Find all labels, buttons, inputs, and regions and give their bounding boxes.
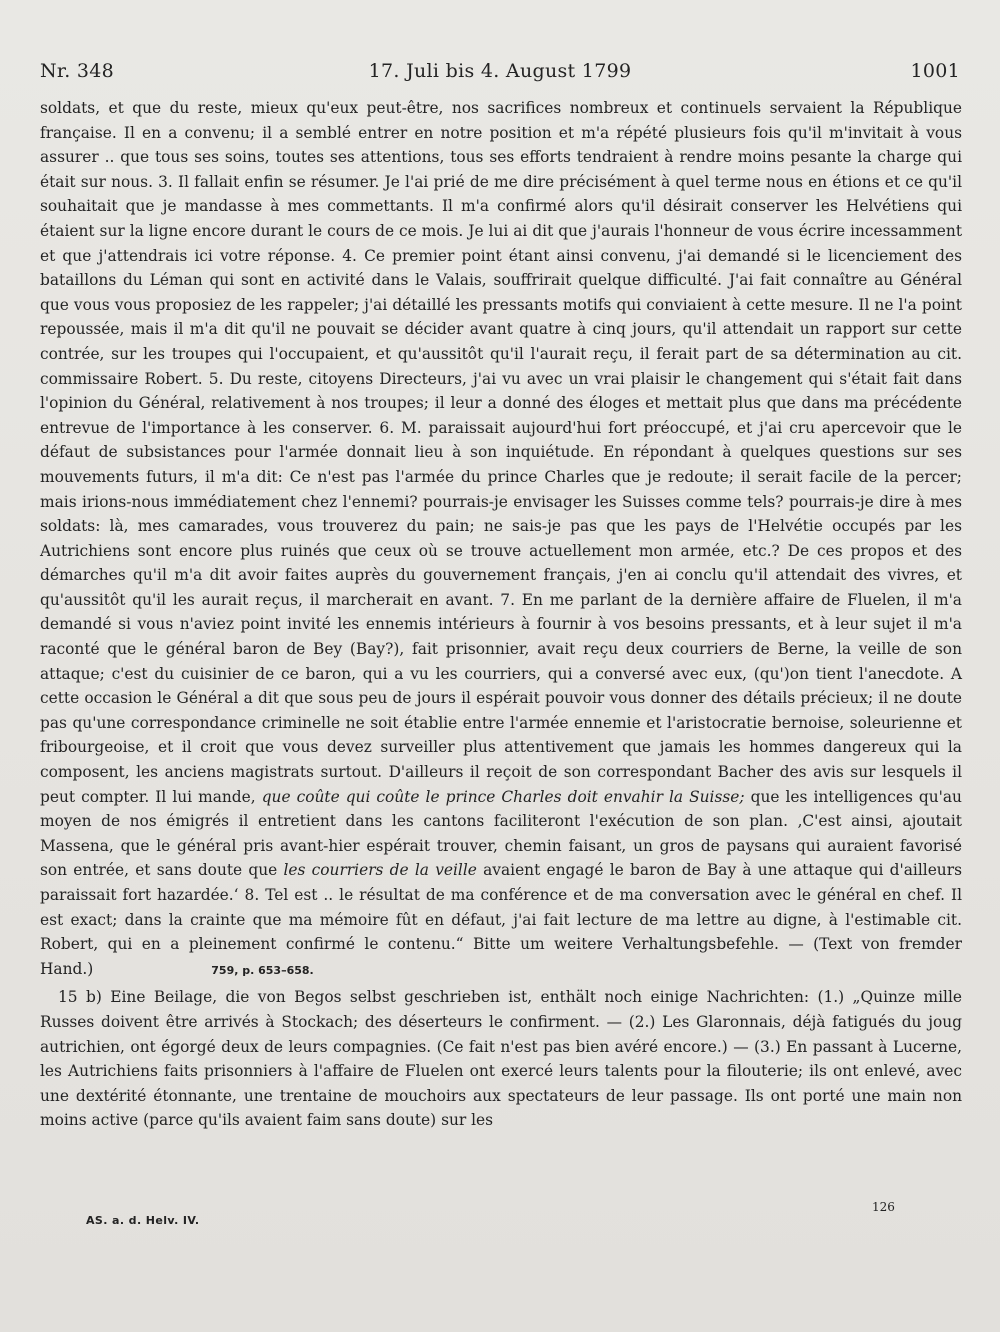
text-segment: avaient engagé le baron de Bay à une attaque qui d'ailleurs paraissait fort hazardée.‘ 8. Tel est .. le résultat de ma conférence et de ma conversation avec le général en chef. Il est exact; dans la crainte que ma mémoire fût en défaut, j'ai fait lecture de ma lettre au digne, à l'estimable cit. Robert, qui en a pleinement confirmé le contenu.“ Bitte um weitere Verhaltungsbefehle. — (Text von fremder Hand.) [40,861,962,978]
text-segment: que les intelligences qu'au moyen de nos émigrés il entretient dans les cantons faciliteront l'exécution de son plan. ‚C'est ainsi, ajoutait Massena, que le général pris avant-hier espérait trouver, chemin faisant, un gros de paysans qui auraient favorisé son entrée, et sans doute que [40,787,962,880]
text-segment: soldats, et que du reste, mieux qu'eux peut-être, nos sacrifices nombreux et continuels servaient la République française. Il en a convenu; il a semblé entrer en notre position et m'a répété plusieurs fois qu'il m'invitait à vous assurer .. que tous ses soins, toutes ses attentions, tous ses efforts tendraient à rendre moins pesante la charge qui était sur nous. 3. Il fallait enfin se résumer. Je l'ai prié de me dire précisément à quel terme nous en étions et ce qu'il souhaitait que je mandasse à mes commettants. Il m'a confirmé alors qu'il désirait conserver les Helvétiens qui étaient sur la ligne encore durant le cours de ce mois. Je lui ai dit que j'aurais l'honneur de vous écrire incessamment et que j'attendrais ici votre réponse. 4. Ce premier point étant ainsi convenu, j'ai demandé si le licenciement des bataillons du Léman qui sont en activité dans le Valais, souffrirait quelque difficulté. J'ai fait connaître au Général que vous vous proposiez de les rappeler; j'ai détaillé les pressants motifs qui conviaient à cette mesure. Il ne l'a point repoussée, mais il m'a dit qu'il ne pouvait se décider avant quatre à cinq jours, qu'il attendait un rapport sur cette contrée, sur les troupes qui l'occupaient, et qu'aussitôt qu'il l'aurait reçu, il ferait part de sa détermination au cit. commissaire Robert. 5. Du reste, citoyens Directeurs, j'ai vu avec un vrai plaisir le changement qui s'était fait dans l'opinion du Général, relativement à nos troupes; il leur a donné des éloges et mettait plus que dans ma précédente entrevue de l'importance à les conserver. 6. M. paraissait aujourd'hui fort préoccupé, et j'ai cru apercevoir que le défaut de subsistances pour l'armée donnait lieu à son inquiétude. En répondant à quelques questions sur ses mouvements futurs, il m'a dit: Ce n'est pas l'armée du prince Charles que je redoute; il serait facile de la percer; mais irions-nous immédiatement chez l'ennemi? pourrais-je envisager les Suisses comme tels? pourrais-je dire à mes soldats: là, mes camarades, vous trouverez du pain; ne sais-je pas que les pays de l'Helvétie occupés par les Autrichiens sont encore plus ruinés que ceux où se trouve actuellement mon armée, etc.? De ces propos et des démarches qu'il m'a dit avoir faites auprès du gouvernement français, j'en ai conclu qu'il attendait des vivres, et qu'aussitôt qu'il les aurait reçus, il marcherait en avant. 7. En me parlant de la dernière affaire de Fluelen, il m'a demandé si vous n'aviez point invité les ennemis intérieurs à fournir à vos besoins pressants, et à leur sujet il m'a raconté que le général baron de Bey (Bay?), fait prisonnier, avait reçu deux courriers de Berne, la veille de son attaque; c'est du cuisinier de ce baron, qui a vu les courriers, qui a conversé avec eux, (qu')on tient l'anecdote. A cette occasion le Général a dit que sous peu de jours il espérait pouvoir vous donner des détails précieux; il ne doute pas qu'une correspondance criminelle ne soit établie entre l'armée ennemie et l'aristocratie bernoise, soleurienne et fribourgeoise, et il croit que vous devez surveiller plus attentivement que jamais les hommes dangereux qui la composent, les anciens magistrats surtout. D'ailleurs il reçoit de son correspondant Bacher des avis sur lesquels il peut compter. Il lui mande, [40,99,962,806]
body-text [40,96,962,1133]
paragraph-letter [40,96,962,983]
document-number: Nr. 348 [40,60,115,82]
source-reference: 759, p. 653–658. [211,963,314,977]
paragraph-enclosure: 15 b) Eine Beilage, die von Begos selbst geschrieben ist, enthält noch einige Nachrichten: (1.) „Quinze mille Russes doivent être arrivés à Stockach; des déserteurs le confirment. — (2.) Les Glaronnais, déjà fatigués du joug autrichien, ont égorgé deux de leurs compagnies. (Ce fait n'est pas bien avéré encore.) — (3.) En passant à Lucerne, les Autrichiens faits prisonniers à l'affaire de Fluelen ont exercé leurs talents pour la filouterie; ils ont enlevé, avec une dextérité étonnante, une trentaine de mouchoirs aux spectateurs de leur passage. Ils ont porté une main non moins active (parce qu'ils avaient faim sans doute) sur les [40,988,962,1130]
footer-signature: AS. a. d. Helv. IV. [86,1214,200,1227]
page-header [40,60,960,90]
page-number: 1001 [910,60,960,82]
italic-quote: que coûte qui coûte le prince Charles doit envahir la Suisse; [261,787,745,806]
sheet-number: 126 [872,1200,895,1214]
italic-quote: les courriers de la veille [283,861,477,880]
date-range-title: 17. Juli bis 4. August 1799 [368,60,632,82]
